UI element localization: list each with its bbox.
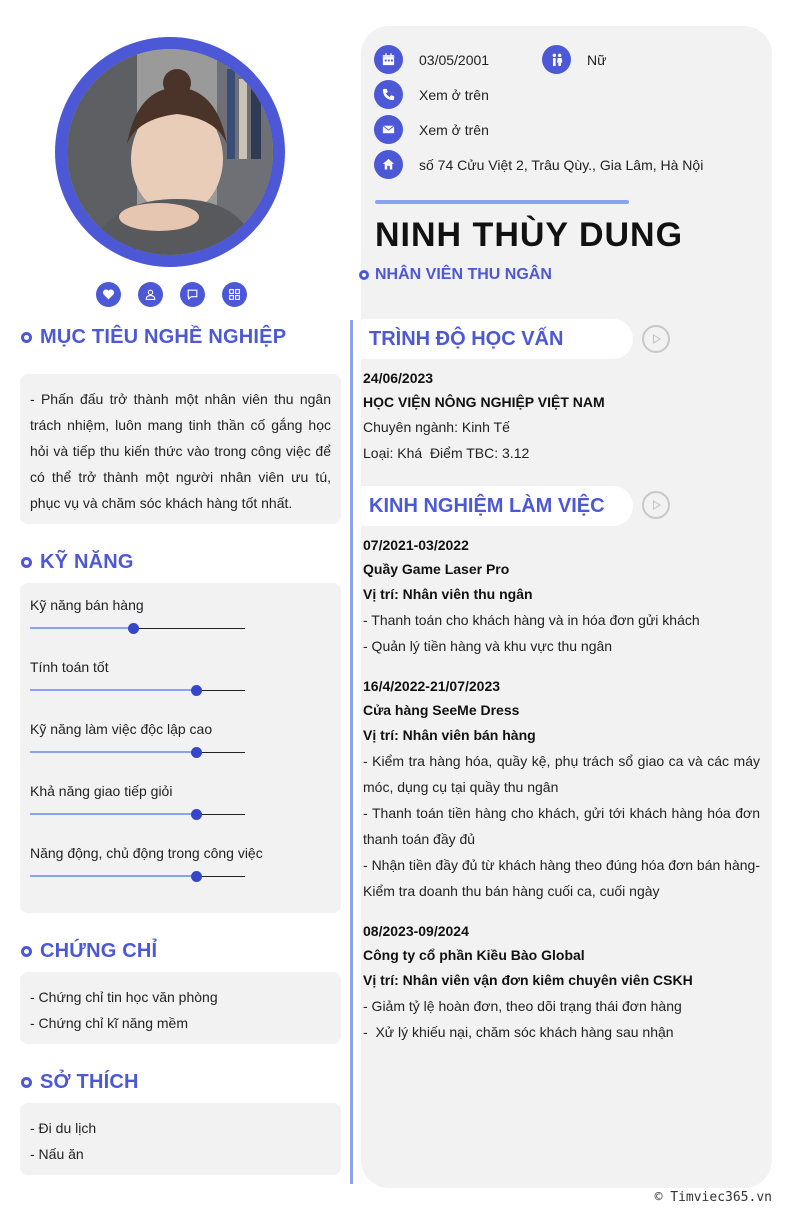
phone-text: Xem ở trên xyxy=(419,86,489,103)
name-underline xyxy=(375,200,629,204)
job-period: 08/2023-09/2024 xyxy=(363,923,469,939)
bullet-icon xyxy=(21,557,32,568)
address-row xyxy=(374,150,703,179)
skill-item xyxy=(30,659,331,721)
skill-knob xyxy=(191,871,202,882)
hobby-item: - Nấu ăn xyxy=(30,1146,84,1162)
skill-item xyxy=(30,597,331,659)
skill-knob xyxy=(128,623,139,634)
certificate-item: - Chứng chỉ tin học văn phòng xyxy=(30,989,218,1005)
certificates-box xyxy=(20,972,341,1044)
candidate-name: NINH THÙY DUNG xyxy=(375,216,684,254)
hobbies-heading: SỞ THÍCH xyxy=(21,1071,139,1094)
avatar-frame xyxy=(55,37,285,267)
phone-row xyxy=(374,80,489,109)
skill-track xyxy=(30,752,245,753)
gender-icon xyxy=(542,45,571,74)
gender-text: Nữ xyxy=(587,51,607,68)
chat-icon[interactable] xyxy=(180,282,205,307)
email-text: Xem ở trên xyxy=(419,121,489,138)
social-icons xyxy=(96,282,247,307)
skill-knob xyxy=(191,809,202,820)
skill-label: Năng động, chủ động trong công việc xyxy=(30,845,263,861)
skill-label: Tính toán tốt xyxy=(30,659,109,675)
skill-track xyxy=(30,628,245,629)
phone-icon xyxy=(374,80,403,109)
bullet-icon xyxy=(21,1077,32,1088)
heart-icon[interactable] xyxy=(96,282,121,307)
email-row xyxy=(374,115,489,144)
home-icon xyxy=(374,150,403,179)
education-heading: TRÌNH ĐỘ HỌC VẤN xyxy=(361,319,633,359)
job-role: Vị trí: Nhân viên thu ngân xyxy=(363,586,533,602)
job-company: Công ty cổ phần Kiều Bào Global xyxy=(363,947,585,963)
birthdate-row xyxy=(374,45,489,74)
skill-track xyxy=(30,876,245,877)
skill-label: Kỹ năng làm việc độc lập cao xyxy=(30,721,213,737)
bullet-icon xyxy=(21,332,32,343)
job-task: - Thanh toán cho khách hàng và in hóa đơn gửi khách xyxy=(363,612,700,628)
skill-knob xyxy=(191,747,202,758)
job-task: - Kiểm tra hàng hóa, quầy kệ, phụ trách sổ giao ca và các máy móc, dụng cụ tại quầy thu ngân xyxy=(363,753,760,795)
skill-item xyxy=(30,721,331,783)
play-icon[interactable] xyxy=(642,491,670,519)
certificates-heading: CHỨNG CHỈ xyxy=(21,940,157,963)
job-task: - Giảm tỷ lệ hoàn đơn, theo dõi trạng thái đơn hàng xyxy=(363,998,682,1014)
skill-track xyxy=(30,814,245,815)
objective-box xyxy=(20,374,341,524)
bullet-icon xyxy=(21,946,32,957)
footer-credit[interactable]: © Timviec365.vn xyxy=(654,1190,772,1205)
bullet-icon xyxy=(359,270,369,280)
education-grade: Loại: Khá Điểm TBC: 3.12 xyxy=(363,445,530,461)
skill-knob xyxy=(191,685,202,696)
position-text: NHÂN VIÊN THU NGÂN xyxy=(375,266,552,283)
job-task: - Nhận tiền đầy đủ từ khách hàng theo đúng hóa đơn bán hàng- Kiểm tra doanh thu bán hàng cuối ca, cuối ngày xyxy=(363,857,760,899)
job-role: Vị trí: Nhân viên vận đơn kiêm chuyên viên CSKH xyxy=(363,972,693,988)
gender-row xyxy=(542,45,606,74)
calendar-icon xyxy=(374,45,403,74)
objective-heading: MỤC TIÊU NGHỀ NGHIỆP xyxy=(21,326,286,349)
skill-track xyxy=(30,690,245,691)
job-company: Cửa hàng SeeMe Dress xyxy=(363,702,520,718)
certificate-item: - Chứng chỉ kĩ năng mềm xyxy=(30,1015,188,1031)
skills-box xyxy=(20,583,341,913)
column-divider xyxy=(350,320,353,1184)
avatar-photo xyxy=(67,49,273,255)
job-period: 16/4/2022-21/07/2023 xyxy=(363,678,501,694)
position-title xyxy=(359,266,552,284)
experience-heading: KINH NGHIỆM LÀM VIỆC xyxy=(361,486,633,526)
skill-label: Kỹ năng bán hàng xyxy=(30,597,144,613)
skill-item xyxy=(30,845,331,907)
grid-icon[interactable] xyxy=(222,282,247,307)
job-role: Vị trí: Nhân viên bán hàng xyxy=(363,727,536,743)
skill-item xyxy=(30,783,331,845)
mail-icon xyxy=(374,115,403,144)
address-text: số 74 Cửu Việt 2, Trâu Qùy., Gia Lâm, Hà Nội xyxy=(419,156,704,173)
job-task: - Xử lý khiếu nại, chăm sóc khách hàng sau nhận xyxy=(363,1024,674,1040)
avatar xyxy=(67,49,273,255)
hobbies-box xyxy=(20,1103,341,1175)
job-company: Quầy Game Laser Pro xyxy=(363,561,510,577)
objective-text: - Phấn đấu trở thành một nhân viên thu ngân trách nhiệm, luôn mang tinh thần cố gắng học hỏi và tiếp thu kiến thức vào trong công việc để có thể trở thành một người nhân viên ưu tú, phục vụ và chăm sóc khách hàng tốt nhất. xyxy=(30,391,331,511)
skills-heading: KỸ NĂNG xyxy=(21,551,134,574)
job-task: - Quản lý tiền hàng và khu vực thu ngân xyxy=(363,638,613,654)
education-school: HỌC VIỆN NÔNG NGHIỆP VIỆT NAM xyxy=(363,394,605,410)
education-date: 24/06/2023 xyxy=(363,370,434,386)
job-period: 07/2021-03/2022 xyxy=(363,537,469,553)
play-icon[interactable] xyxy=(642,325,670,353)
hobby-item: - Đi du lịch xyxy=(30,1120,97,1136)
job-task: - Thanh toán tiền hàng cho khách, gửi tới khách hàng hóa đơn thanh toán đầy đủ xyxy=(363,805,760,847)
education-major: Chuyên ngành: Kinh Tế xyxy=(363,419,510,435)
skill-label: Khả năng giao tiếp giỏi xyxy=(30,783,173,799)
birthdate-text: 03/05/2001 xyxy=(419,51,490,68)
user-icon[interactable] xyxy=(138,282,163,307)
